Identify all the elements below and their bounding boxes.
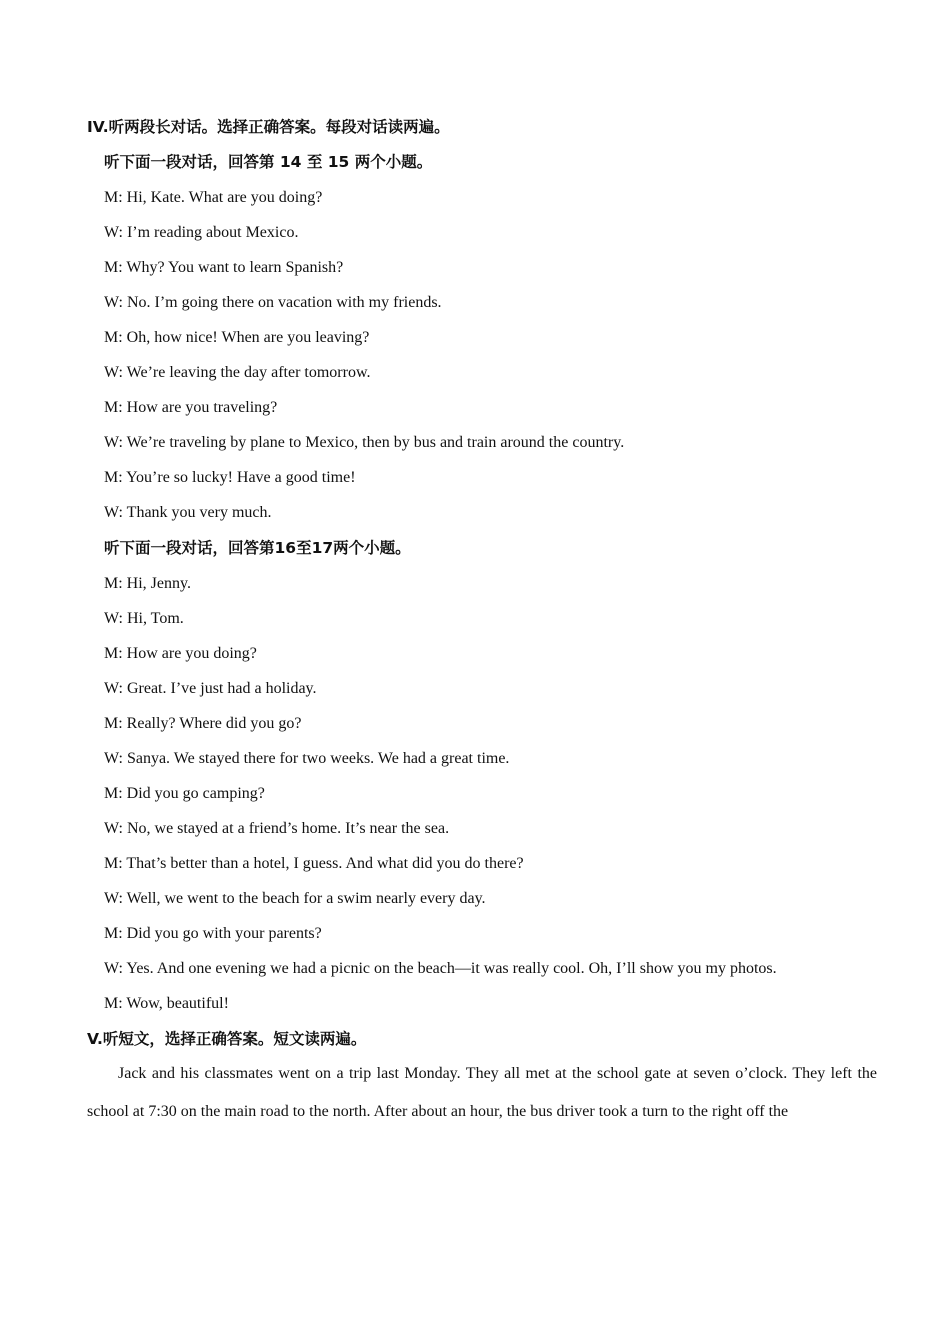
section-v-heading: V.听短文，选择正确答案。短文读两遍。 [87,1030,367,1048]
dialogue-line: M: Did you go with your parents? [104,925,322,942]
dialogue-line: W: Thank you very much. [104,504,272,521]
passage-paragraph: Jack and his classmates went on a trip last Monday. They all met at the school gate at seven o’clock. They left the school at 7:30 on the main road to the north. After about an hour, the bus driver took a turn to the right off the [87,1065,877,1120]
dialogue-line: M: You’re so lucky! Have a good time! [104,469,356,486]
dialogue-line: W: We’re traveling by plane to Mexico, then by bus and train around the country. [104,434,625,451]
section-iv-heading: IV.听两段长对话。选择正确答案。每段对话读两遍。 [87,118,450,136]
dialogue-line: M: How are you traveling? [104,399,278,416]
dialogue-line: M: Wow, beautiful! [104,995,229,1012]
dialogue-line: W: Great. I’ve just had a holiday. [104,680,317,697]
dialogue-line: W: Well, we went to the beach for a swim nearly every day. [104,890,486,907]
dialogue-line: M: Hi, Kate. What are you doing? [104,189,323,206]
dialogue-line: W: I’m reading about Mexico. [104,224,299,241]
dialogue-line: W: Yes. And one evening we had a picnic on the beach—it was really cool. Oh, I’ll show you my photos. [104,960,777,977]
dialogue-line: M: How are you doing? [104,645,257,662]
dialogue-line: W: We’re leaving the day after tomorrow. [104,364,371,381]
dialogue-line: M: Really? Where did you go? [104,715,302,732]
dialogue-line: W: Hi, Tom. [104,610,184,627]
dialogue-line: W: No, we stayed at a friend’s home. It’s near the sea. [104,820,450,837]
dialogue-1-instruction: 听下面一段对话，回答第 14 至 15 两个小题。 [104,153,433,171]
dialogue-line: M: Oh, how nice! When are you leaving? [104,329,370,346]
dialogue-line: W: Sanya. We stayed there for two weeks. We had a great time. [104,750,510,767]
dialogue-line: M: Why? You want to learn Spanish? [104,259,344,276]
dialogue-line: M: Hi, Jenny. [104,575,191,592]
dialogue-2-instruction: 听下面一段对话，回答第16至17两个小题。 [104,539,411,557]
dialogue-line: W: No. I’m going there on vacation with my friends. [104,294,442,311]
dialogue-line: M: That’s better than a hotel, I guess. And what did you do there? [104,855,524,872]
dialogue-line: M: Did you go camping? [104,785,265,802]
